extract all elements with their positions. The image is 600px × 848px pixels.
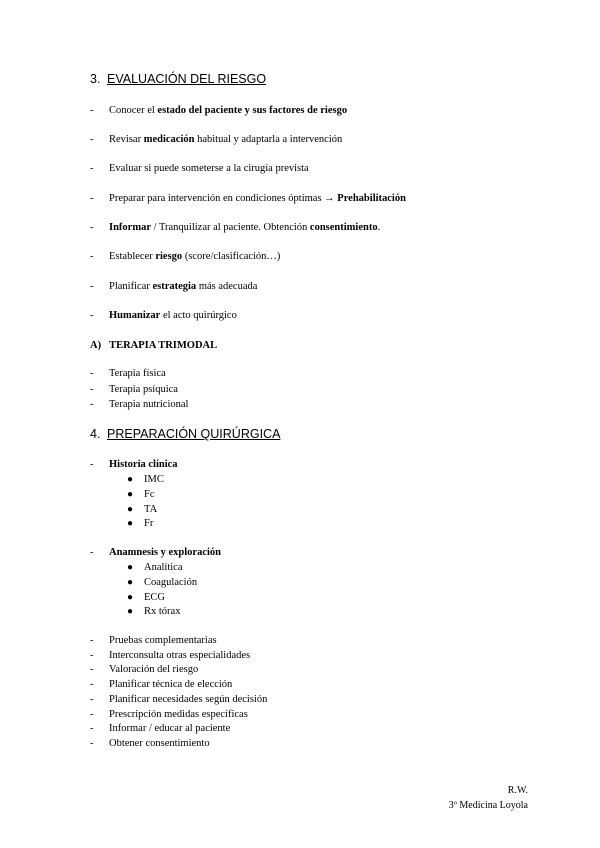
list-item-text: [109, 310, 237, 321]
bold-term: estrategia: [152, 281, 197, 292]
bullet-text: Coagulación: [144, 576, 198, 588]
list-dash: -: [90, 547, 94, 558]
bullet-text: Fr: [144, 518, 154, 530]
bold-term: estado del paciente y sus factores de riesgo: [157, 105, 348, 116]
bullet-text: Fc: [144, 488, 155, 500]
bullet-item: [127, 489, 327, 503]
text-run: Conocer el: [109, 105, 158, 116]
list-item: [90, 738, 510, 752]
list-item: [90, 105, 510, 119]
list-item: [90, 679, 510, 693]
list-item: [90, 368, 510, 382]
list-item-text: Obtener consentimiento: [109, 737, 210, 749]
list-item-text: [109, 251, 280, 262]
list-item-text: Informar / educar al paciente: [109, 723, 231, 735]
list-item-text: [109, 222, 380, 233]
list-item: [90, 664, 510, 678]
list-item: [90, 650, 510, 664]
anamnesis-label: Anamnesis y exploración: [109, 547, 222, 558]
list-item-text: Prescripción medidas específicas: [109, 708, 248, 720]
list-dash: -: [90, 134, 94, 145]
historia-clinica-label: Historia clínica: [109, 459, 178, 470]
bullet-dot-icon: ●: [127, 591, 134, 603]
subsection-title: TERAPIA TRIMODAL: [109, 340, 218, 351]
list-item: [90, 281, 510, 295]
footer-course: 3º Medicina Loyola: [448, 800, 528, 811]
text-run: Establecer: [109, 251, 156, 262]
list-item: [90, 222, 510, 236]
list-dash: -: [90, 708, 94, 720]
text-run: el acto quirúrgico: [160, 310, 237, 321]
list-dash: -: [90, 281, 94, 292]
historia-clinica-item: [90, 459, 390, 473]
subsection-a-heading: [90, 340, 217, 351]
bullet-text: ECG: [144, 591, 165, 603]
bullet-item: [127, 592, 327, 606]
list-item-text: Terapia nutricional: [109, 399, 189, 410]
list-dash: -: [90, 649, 94, 661]
list-dash: -: [90, 737, 94, 749]
text-run: Planificar: [109, 281, 153, 292]
list-dash: -: [90, 693, 94, 705]
bullet-item: [127, 562, 327, 576]
bullet-item: [127, 577, 327, 591]
bullet-dot-icon: ●: [127, 576, 134, 588]
section-number: 4.: [90, 427, 101, 441]
bullet-item: [127, 518, 327, 532]
list-item-text: Interconsulta otras especialidades: [109, 649, 251, 661]
list-item-text: Valoración del riesgo: [109, 664, 199, 676]
list-dash: -: [90, 163, 94, 174]
bold-term: medicación: [143, 134, 195, 145]
bullet-dot-icon: ●: [127, 503, 134, 515]
list-item-text: Terapia física: [109, 368, 166, 379]
list-item: [90, 709, 510, 723]
list-item-text: Terapia psíquica: [109, 383, 178, 395]
list-item-text: [109, 163, 309, 174]
list-item: [90, 163, 510, 177]
bold-term: Prehabilitación: [337, 193, 406, 204]
list-dash: -: [90, 664, 94, 676]
section-4-heading: [90, 427, 280, 441]
bullet-dot-icon: ●: [127, 606, 134, 618]
list-item-text: Pruebas complementarias: [109, 635, 217, 646]
list-item: [90, 193, 510, 207]
bullet-text: Rx tórax: [144, 606, 181, 618]
list-dash: -: [90, 105, 94, 116]
list-item: [90, 310, 510, 324]
list-item-text: [109, 134, 342, 145]
bullet-item: [127, 504, 327, 518]
bullet-text: TA: [144, 503, 158, 515]
list-item: [90, 399, 510, 413]
bullet-dot-icon: ●: [127, 474, 134, 485]
bullet-dot-icon: ●: [127, 518, 134, 530]
section-3-heading: [90, 72, 266, 86]
section-title: EVALUACIÓN DEL RIESGO: [107, 72, 267, 86]
text-run: habitual y adaptarla a intervención: [194, 134, 343, 145]
section-number: 3.: [90, 72, 101, 86]
text-run: / Tranquilizar al paciente. Obtención: [151, 222, 310, 233]
list-item: [90, 694, 510, 708]
bullet-text: IMC: [144, 474, 164, 485]
list-dash: -: [90, 399, 94, 410]
list-item-text: Planificar técnica de elección: [109, 679, 233, 691]
bullet-item: [127, 474, 327, 488]
list-dash: -: [90, 222, 94, 233]
list-dash: -: [90, 679, 94, 691]
text-run: Preparar para intervención en condiciones óptimas →: [109, 193, 338, 204]
list-dash: -: [90, 310, 94, 321]
list-item: [90, 251, 510, 265]
bullet-dot-icon: ●: [127, 562, 134, 573]
list-item: [90, 635, 510, 649]
text-run: más adecuada: [196, 281, 258, 292]
list-item-text: [109, 193, 406, 204]
list-dash: -: [90, 383, 94, 395]
list-item: [90, 134, 510, 148]
list-dash: -: [90, 193, 94, 204]
list-item-text: Planificar necesidades según decisión: [109, 693, 268, 705]
footer-initials: R.W.: [507, 785, 528, 796]
text-run: .: [377, 222, 381, 233]
list-dash: -: [90, 723, 94, 735]
anamnesis-item: [90, 547, 390, 561]
text-run: Evaluar si puede someterse a la cirugía prevista: [109, 163, 309, 174]
list-dash: -: [90, 459, 94, 470]
text-run: Revisar: [109, 134, 144, 145]
list-dash: -: [90, 251, 94, 262]
list-item-text: [109, 281, 257, 292]
text-run: (score/clasificación…): [182, 251, 281, 262]
bold-term: consentimiento: [309, 222, 378, 233]
list-item: [90, 723, 510, 737]
bullet-item: [127, 606, 327, 620]
list-item: [90, 384, 510, 398]
list-dash: -: [90, 635, 94, 646]
list-dash: -: [90, 368, 94, 379]
section-title: PREPARACIÓN QUIRÚRGICA: [107, 427, 281, 441]
bold-term: riesgo: [155, 251, 183, 262]
bold-term: Informar: [109, 222, 151, 233]
bullet-dot-icon: ●: [127, 488, 134, 500]
list-item-text: [109, 105, 347, 116]
subsection-label: A): [90, 340, 102, 351]
bold-term: Humanizar: [109, 310, 161, 321]
bullet-text: Analítica: [144, 562, 183, 573]
